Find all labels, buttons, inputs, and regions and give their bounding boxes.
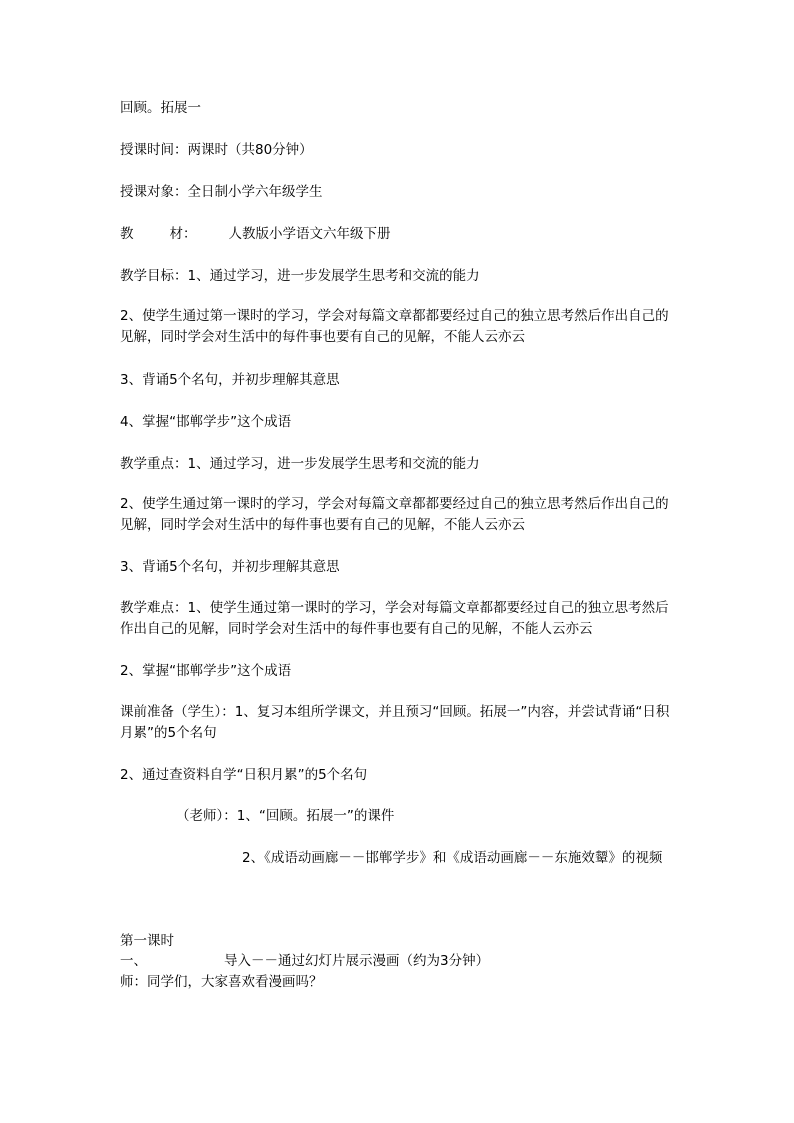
key-point-3: 3、背诵5个名句，并初步理解其意思 [120, 559, 340, 575]
prep-students-1: 课前准备（学生）：1、复习本组所学课文，并且预习“回顾。拓展一”内容，并尝试背诵“日积月累”的5个名句 [120, 704, 670, 741]
key-point-1: 教学重点：1、通过学习，进一步发展学生思考和交流的能力 [120, 456, 480, 472]
material-label-b: 材： [169, 226, 197, 242]
prep-students-2: 2、通过查资料自学“日积月累”的5个名句 [120, 767, 368, 783]
lesson1-heading: 第一课时 [120, 933, 174, 949]
prep-teacher-1: （老师）：1、“回顾。拓展一”的课件 [176, 808, 395, 824]
objective-3: 3、背诵5个名句，并初步理解其意思 [120, 372, 340, 388]
prep-teacher-2: 2、《成语动画廊－－邯郸学步》和《成语动画廊－－东施效颦》的视频 [242, 850, 663, 866]
difficulty-1: 教学难点：1、使学生通过第一课时的学习，学会对每篇文章都都要经过自己的独立思考然后作出自己的见解，同时学会对生活中的每件事也要有自己的见解，不能人云亦云 [120, 600, 669, 637]
objective-4: 4、掌握“邯郸学步”这个成语 [120, 414, 292, 430]
key-point-2: 2、使学生通过第一课时的学习，学会对每篇文章都都要经过自己的独立思考然后作出自己的见解，同时学会对生活中的每件事也要有自己的见解，不能人云亦云 [120, 496, 669, 533]
lesson-title: 回顾。拓展一 [120, 100, 201, 116]
lesson1-step-text: 导入－－通过幻灯片展示漫画（约为3分钟） [224, 953, 490, 969]
objective-1: 教学目标：1、通过学习，进一步发展学生思考和交流的能力 [120, 268, 480, 284]
lesson1-step-number: 一、 [120, 953, 147, 969]
teaching-time: 授课时间：两课时（共80分钟） [120, 142, 313, 158]
objective-2: 2、使学生通过第一课时的学习，学会对每篇文章都都要经过自己的独立思考然后作出自己的见解，同时学会对生活中的每件事也要有自己的见解，不能人云亦云 [120, 308, 669, 345]
material-label-a: 教 [120, 226, 134, 242]
teaching-audience: 授课对象：全日制小学六年级学生 [120, 184, 323, 200]
teaching-material [120, 224, 391, 244]
material-value: 人教版小学语文六年级下册 [228, 226, 391, 242]
lesson1-dialogue: 师：同学们，大家喜欢看漫画吗？ [120, 974, 323, 990]
difficulty-2: 2、掌握“邯郸学步”这个成语 [120, 663, 292, 679]
